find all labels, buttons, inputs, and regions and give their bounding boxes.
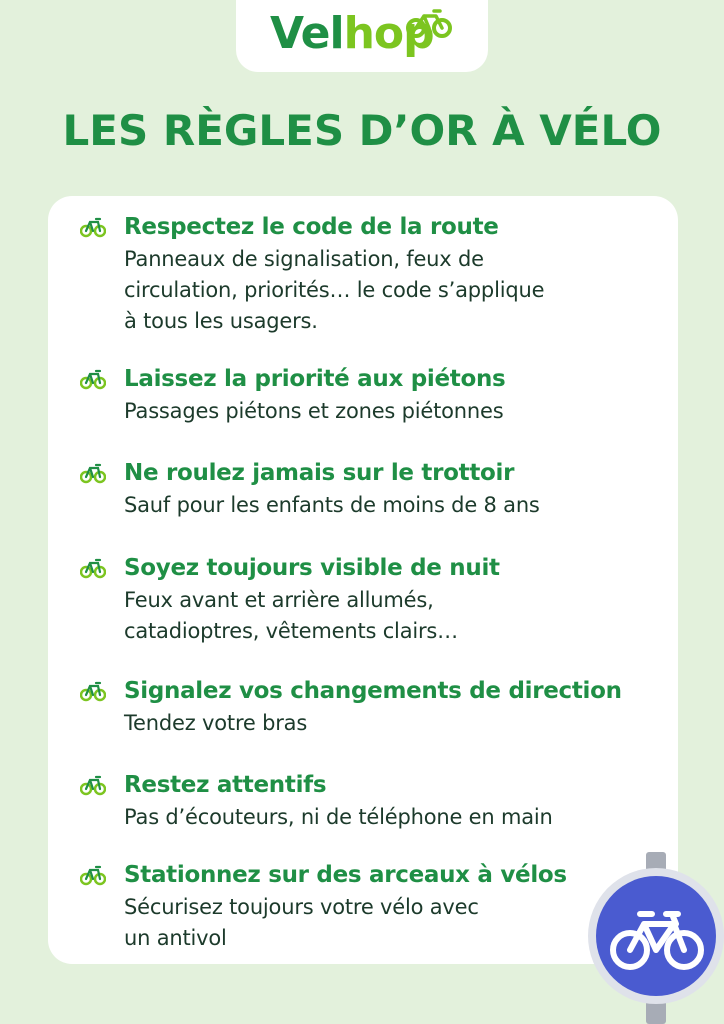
bike-icon [80,216,106,238]
bike-icon [80,462,106,484]
page-title: LES RÈGLES D’OR À VÉLO [62,106,662,155]
rule-text: Feux avant et arrière allumés, catadioptres, vêtements clairs… [124,588,458,643]
rule-title: Respectez le code de la route [124,214,499,240]
rule-title: Signalez vos changements de direction [124,678,622,704]
bike-icon [80,774,106,796]
rule-text: Sécurisez toujours votre vélo avec un antivol [124,895,479,950]
logo-bike-icon [406,8,452,38]
rule-text: Panneaux de signalisation, feux de circulation, priorités… le code s’applique à tous les usagers. [124,247,545,333]
bike-icon [80,680,106,702]
bike-icon [80,864,106,886]
rule-text: Tendez votre bras [124,711,308,735]
rule-title: Restez attentifs [124,772,327,798]
bicycle-lane-sign-icon [586,866,724,1006]
rule-title: Stationnez sur des arceaux à vélos [124,862,567,888]
rule-text: Sauf pour les enfants de moins de 8 ans [124,493,540,517]
brand-logo-part1: Vel [270,8,344,59]
rule-title: Ne roulez jamais sur le trottoir [124,460,515,486]
rule-title: Soyez toujours visible de nuit [124,555,500,581]
rule-text: Pas d’écouteurs, ni de téléphone en main [124,805,553,829]
rule-text: Passages piétons et zones piétonnes [124,399,504,423]
bike-icon [80,557,106,579]
bike-icon [80,368,106,390]
brand-logo-part2: hop [343,8,434,59]
rule-title: Laissez la priorité aux piétons [124,366,506,392]
rules-card [48,196,678,964]
